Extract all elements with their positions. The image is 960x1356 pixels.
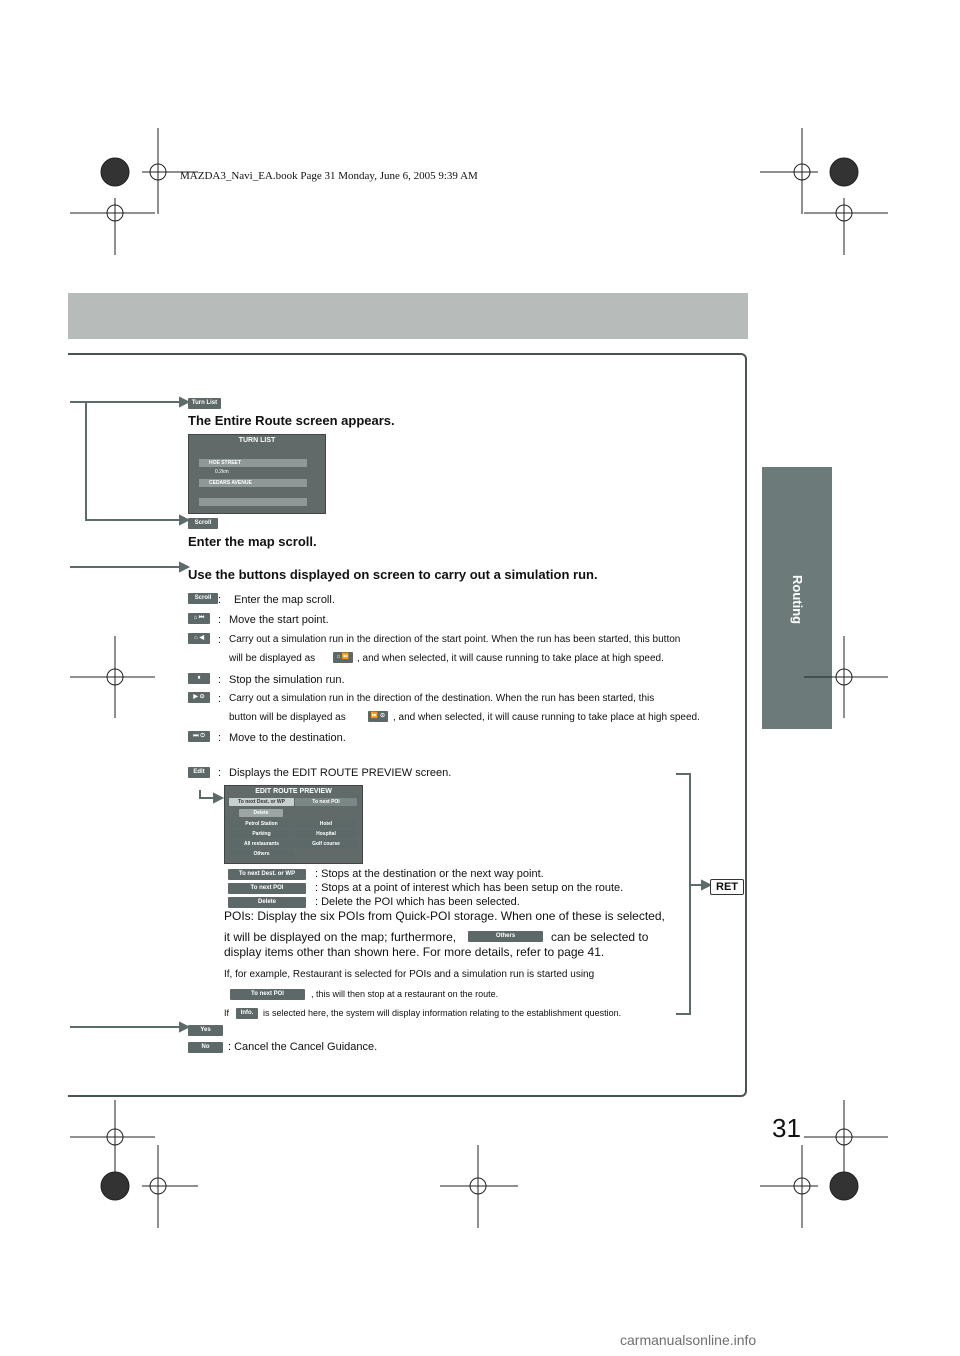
sim-to-start-desc: Carry out a simulation run in the direction of the start point. When the run has been started, this button [229, 634, 681, 645]
turn-list-distance: 0.2km [215, 469, 229, 475]
poi-petrol[interactable]: Petrol Station [229, 820, 294, 828]
others-button[interactable]: Others [468, 931, 543, 942]
sunburst-mark-icon [830, 158, 858, 186]
sim-to-dest-cont-a: button will be displayed as [229, 712, 346, 723]
to-next-poi-button[interactable]: To next POI [228, 883, 306, 894]
no-desc: : Cancel the Cancel Guidance. [228, 1041, 378, 1053]
sim-to-start-cont-a: will be displayed as [229, 653, 316, 664]
move-dest-button[interactable]: ⏭ ⊙ [188, 731, 210, 742]
turn-list-heading: The Entire Route screen appears. [188, 413, 395, 428]
colon: : [218, 732, 222, 744]
pois-line2a: it will be displayed on the map; furthermore, [224, 930, 457, 944]
sim-to-start-button[interactable]: ⌂ ◀ [188, 633, 210, 644]
scroll-button[interactable]: Scroll [188, 593, 218, 604]
watermark: carmanualsonline.info [620, 1332, 757, 1348]
sim-to-dest-button[interactable]: ▶ ⊙ [188, 692, 210, 703]
delete-row[interactable]: Delete [239, 809, 283, 817]
pause-button[interactable]: ⏸ [188, 673, 210, 684]
scroll-desc: Enter the map scroll. [234, 594, 335, 606]
example-line2: , this will then stop at a restaurant on the route. [311, 989, 499, 999]
sim-to-dest-desc: Carry out a simulation run in the direction of the destination. When the run has been started, this [229, 693, 655, 704]
simulation-heading: Use the buttons displayed on screen to carry out a simulation run. [188, 567, 598, 582]
to-next-poi-button[interactable]: To next POI [230, 989, 305, 1000]
colon: : [218, 594, 222, 606]
scroll-button[interactable]: Scroll [188, 518, 218, 529]
edit-screen-title: EDIT ROUTE PREVIEW [255, 788, 332, 795]
example-line1: If, for example, Restaurant is selected for POIs and a simulation run is started using [224, 969, 595, 980]
scroll-heading: Enter the map scroll. [188, 534, 317, 549]
turn-list-row: HOE STREET [199, 459, 307, 467]
pois-line3: display items other than shown here. For more details, refer to page 41. [224, 945, 605, 959]
delete-desc: : Delete the POI which has been selected. [315, 896, 520, 908]
move-dest-desc: Move to the destination. [229, 732, 346, 744]
edit-route-preview-screen [224, 785, 363, 864]
colon: : [218, 674, 222, 686]
turn-list-row [199, 498, 307, 506]
tab-to-next-dest[interactable]: To next Dest. or WP [229, 798, 294, 806]
stop-dest-desc: : Stops at the destination or the next way point. [315, 868, 544, 880]
colon: : [218, 614, 222, 626]
turn-list-button[interactable]: Turn List [188, 398, 221, 409]
poi-hospital[interactable]: Hospital [295, 830, 357, 838]
move-start-desc: Move the start point. [229, 614, 329, 626]
poi-parking[interactable]: Parking [229, 830, 294, 838]
ret-button[interactable]: RET [710, 879, 744, 895]
fast-forward-button[interactable]: ⏩ ⊙ [368, 711, 388, 722]
fast-rewind-button[interactable]: ⌂ ⏪ [333, 652, 353, 663]
to-next-dest-button[interactable]: To next Dest. or WP [228, 869, 306, 880]
pois-line1: POIs: Display the six POIs from Quick-POI storage. When one of these is selected, [224, 909, 665, 923]
side-tab-label: Routing [790, 575, 805, 625]
sunburst-mark-icon [101, 158, 129, 186]
sunburst-mark-icon [830, 1172, 858, 1200]
sim-to-start-cont-b: , and when selected, it will cause running to take place at high speed. [357, 653, 664, 664]
info-line-b: is selected here, the system will display information relating to the establishment question. [263, 1008, 622, 1018]
no-button[interactable]: No [188, 1042, 223, 1053]
edit-button[interactable]: Edit [188, 767, 210, 778]
sim-to-dest-cont-b: , and when selected, it will cause running to take place at high speed. [393, 712, 700, 723]
move-start-button[interactable]: ⌂ ⏮ [188, 613, 210, 624]
poi-golf[interactable]: Golf course [295, 840, 357, 848]
edit-desc: Displays the EDIT ROUTE PREVIEW screen. [229, 767, 452, 779]
poi-others[interactable]: Others [229, 850, 294, 858]
turn-list-screen-title: TURN LIST [238, 437, 276, 444]
colon: : [218, 634, 222, 646]
pause-desc: Stop the simulation run. [229, 674, 345, 686]
info-button[interactable]: Info. [236, 1008, 258, 1019]
crop-header-text: MAZDA3_Navi_EA.book Page 31 Monday, June 6, 2005 9:39 AM [180, 170, 478, 182]
stop-poi-desc: : Stops at a point of interest which has been setup on the route. [315, 882, 624, 894]
tab-to-next-poi[interactable]: To next POI [295, 798, 357, 806]
info-line-a: If [224, 1008, 230, 1018]
turn-list-screen [188, 434, 326, 514]
sunburst-mark-icon [101, 1172, 129, 1200]
colon: : [218, 767, 222, 779]
poi-hotel[interactable]: Hotel [295, 820, 357, 828]
colon: : [218, 693, 222, 705]
page-number: 31 [772, 1113, 801, 1143]
turn-list-row: CEDARS AVENUE [199, 479, 307, 487]
pois-line2b: can be selected to [551, 930, 649, 944]
delete-button[interactable]: Delete [228, 897, 306, 908]
yes-button[interactable]: Yes [188, 1025, 223, 1036]
poi-restaurants[interactable]: All restaurants [229, 840, 294, 848]
